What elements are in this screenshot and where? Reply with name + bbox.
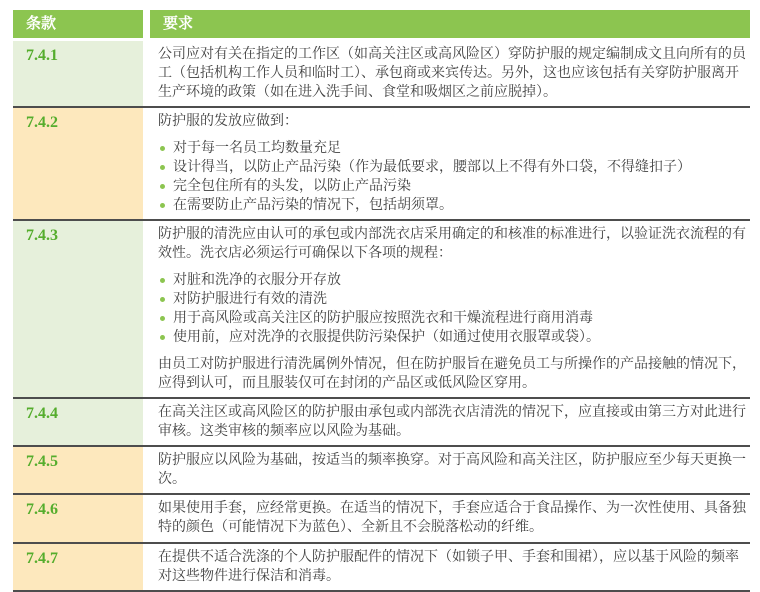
- requirement-paragraph: 防护服应以风险为基础，按适当的频率换穿。对于高风险和高关注区，防护服应至少每天更换一次。: [158, 453, 746, 487]
- bullet-text: 对于每一名员工均数量充足: [173, 141, 341, 156]
- column-gap: [143, 399, 150, 445]
- requirement-cell: [150, 41, 750, 106]
- table-row: [13, 41, 750, 108]
- column-gap: [143, 544, 150, 590]
- clause-number: 7.4.1: [26, 47, 58, 64]
- column-gap: [143, 10, 150, 38]
- bullet-item: [158, 196, 746, 215]
- table-row: [13, 495, 750, 544]
- table-row: [13, 221, 750, 399]
- bullet-list: [158, 139, 746, 215]
- clause-number: 7.4.7: [26, 550, 58, 567]
- requirement-cell: [150, 495, 750, 542]
- bullet-item: [158, 309, 746, 328]
- bullet-item: [158, 271, 746, 290]
- clause-number: 7.4.3: [26, 227, 58, 244]
- clause-cell: [13, 544, 143, 590]
- bullet-text: 对防护服进行有效的清洗: [173, 292, 327, 307]
- clause-number: 7.4.2: [26, 114, 58, 131]
- bullet-text: 对脏和洗净的衣服分开存放: [173, 273, 341, 288]
- bullet-item: [158, 139, 746, 158]
- bullet-icon: [160, 316, 165, 321]
- requirement-paragraph: 公司应对有关在指定的工作区（如高关注区或高风险区）穿防护服的规定编制成文且向所有的员工（包括机构工作人员和临时工）、承包商或来宾传达。另外，这也应该包括有关穿防护服离开生产环境的政策（如在进入洗手间、食堂和吸烟区之前应脱掉）。: [158, 47, 746, 100]
- bullet-icon: [160, 297, 165, 302]
- column-gap: [143, 447, 150, 493]
- clause-number: 7.4.6: [26, 501, 58, 518]
- clause-cell: [13, 221, 143, 397]
- header-label-clause: 条款: [26, 16, 57, 32]
- column-gap: [143, 221, 150, 397]
- clause-cell: [13, 41, 143, 106]
- table-header-row: [13, 10, 750, 38]
- column-gap: [143, 495, 150, 542]
- requirement-paragraph: 在高关注区或高风险区的防护服由承包或内部洗衣店清洗的情况下，应直接或由第三方对此进行审核。这类审核的频率应以风险为基础。: [158, 405, 746, 439]
- clause-cell: [13, 447, 143, 493]
- column-gap: [143, 41, 150, 106]
- bullet-text: 使用前，应对洗净的衣服提供防污染保护（如通过使用衣服罩或袋）。: [173, 330, 600, 345]
- requirement-cell: [150, 108, 750, 219]
- bullet-icon: [160, 146, 165, 151]
- table-row: [13, 399, 750, 447]
- clause-number: 7.4.5: [26, 453, 58, 470]
- requirement-paragraph: 在提供不适合洗涤的个人防护服配件的情况下（如锁子甲、手套和围裙），应以基于风险的频率对这些物件进行保洁和消毒。: [158, 550, 739, 584]
- requirements-table: [13, 10, 750, 592]
- bullet-icon: [160, 335, 165, 340]
- header-cell-requirement: [150, 10, 750, 38]
- bullet-icon: [160, 184, 165, 189]
- bullet-icon: [160, 203, 165, 208]
- bullet-item: [158, 177, 746, 196]
- bullet-item: [158, 290, 746, 309]
- requirement-cell: [150, 399, 750, 445]
- requirement-cell: [150, 447, 750, 493]
- table-row: [13, 108, 750, 221]
- bullet-item: [158, 328, 746, 347]
- header-cell-clause: [13, 10, 143, 38]
- bullet-text: 完全包住所有的头发，以防止产品污染: [173, 179, 411, 194]
- requirement-paragraph: 由员工对防护服进行清洗属例外情况，但在防护服旨在避免员工与所操作的产品接触的情况下，应得到认可，而且服装仅可在封闭的产品区或低风险区穿用。: [158, 357, 746, 391]
- bullet-icon: [160, 165, 165, 170]
- bullet-text: 用于高风险或高关注区的防护服应按照洗衣和干燥流程进行商用消毒: [173, 311, 593, 326]
- table-row: [13, 447, 750, 495]
- bullet-list: [158, 271, 746, 347]
- requirement-paragraph: 如果使用手套，应经常更换。在适当的情况下，手套应适合于食品操作、为一次性使用、具备独特的颜色（可能情况下为蓝色）、全新且不会脱落松动的纤维。: [158, 501, 746, 535]
- bullet-text: 设计得当，以防止产品污染（作为最低要求，腰部以上不得有外口袋，不得缝扣子）: [173, 160, 691, 175]
- bullet-text: 在需要防止产品污染的情况下，包括胡须罩。: [173, 198, 453, 213]
- requirement-cell: [150, 221, 750, 397]
- clause-cell: [13, 108, 143, 219]
- requirement-cell: [150, 544, 750, 590]
- column-gap: [143, 108, 150, 219]
- header-label-requirement: 要求: [163, 16, 194, 32]
- table-row: [13, 544, 750, 592]
- clause-cell: [13, 495, 143, 542]
- requirement-paragraph: 防护服的清洗应由认可的承包或内部洗衣店采用确定的和核准的标准进行，以验证洗衣流程的有效性。洗衣店必须运行可确保以下各项的规程：: [158, 227, 746, 261]
- clause-cell: [13, 399, 143, 445]
- bullet-item: [158, 158, 746, 177]
- clause-number: 7.4.4: [26, 405, 58, 422]
- bullet-icon: [160, 278, 165, 283]
- requirement-paragraph: 防护服的发放应做到：: [158, 114, 298, 129]
